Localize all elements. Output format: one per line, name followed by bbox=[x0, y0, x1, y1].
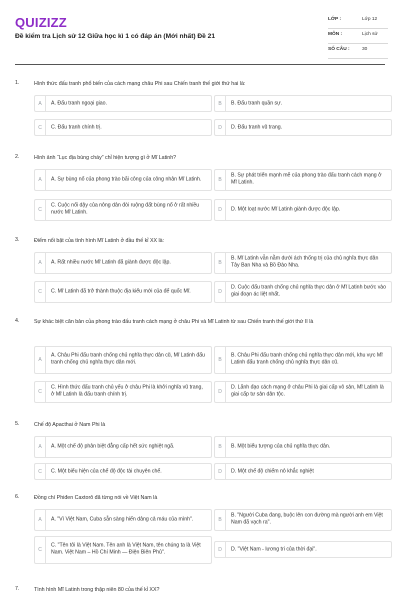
option-text: C. Cuộc nổi dậy của nông dân đòi ruộng đất bùng nổ ở rất nhiều nước Mĩ Latinh. bbox=[51, 202, 200, 216]
option-a[interactable] bbox=[34, 252, 212, 274]
option-text: A. Châu Phi đấu tranh chống chủ nghĩa thực dân cũ, Mĩ Latinh đấu tranh chống chủ nghĩa thực dân mới. bbox=[51, 352, 206, 366]
question-number: 5. bbox=[15, 421, 20, 427]
option-text: D. Một chế độ chiếm nô khắc nghiệt bbox=[231, 467, 314, 474]
option-letter: A bbox=[35, 510, 46, 530]
option-letter: B bbox=[215, 170, 226, 190]
meta-value: Lịch sử bbox=[362, 32, 378, 37]
option-letter: D bbox=[215, 282, 226, 302]
document-title: Đề kiểm tra Lịch sử 12 Giữa học kì 1 có đáp án (Mới nhất) Đề 21 bbox=[15, 33, 216, 40]
option-letter: B bbox=[215, 253, 226, 273]
option-letter: C bbox=[35, 537, 46, 563]
question-number: 7. bbox=[15, 586, 20, 592]
worksheet-meta bbox=[328, 14, 388, 59]
question-text: Hình ảnh “Lục địa bùng cháy” chỉ hiện tượng gì ở Mĩ Latinh? bbox=[34, 155, 177, 161]
option-text: D. Lãnh đạo cách mạng ở châu Phi là giai cấp vô sản, Mĩ Latinh là giai cấp tư sản dân tộc. bbox=[231, 384, 384, 398]
option-c[interactable] bbox=[34, 463, 212, 480]
option-letter: A bbox=[35, 170, 46, 190]
option-text: B. Một biểu tượng của chủ nghĩa thực dân. bbox=[231, 443, 331, 450]
question-text: Tình hình Mĩ Latinh trong thập niên 80 của thế kỉ XX? bbox=[34, 587, 160, 593]
question-text: Sự khác biệt căn bản của phong trào đấu tranh cách mạng ở châu Phi và Mĩ Latinh từ sau Chiến tranh thế giới thứ II là bbox=[34, 319, 314, 325]
worksheet-header bbox=[0, 0, 400, 66]
question-number: 4. bbox=[15, 318, 20, 324]
option-text: D. Đấu tranh vũ trang. bbox=[231, 123, 283, 130]
meta-row-subject bbox=[328, 29, 388, 44]
option-d[interactable] bbox=[214, 463, 392, 480]
option-text: C. Đấu tranh chính trị. bbox=[51, 123, 102, 130]
option-text: C. Hình thức đấu tranh chủ yếu ở châu Phi là khởi nghĩa vũ trang, ở Mĩ Latinh là đấu tranh chính trị. bbox=[51, 384, 203, 398]
option-letter: B bbox=[215, 510, 226, 530]
option-a[interactable] bbox=[34, 436, 212, 458]
option-a[interactable] bbox=[34, 509, 212, 531]
option-text: B. Mĩ Latinh vẫn nằm dưới ách thống trị của chủ nghĩa thực dân Tây Ban Nha và Bồ Đào Nha. bbox=[231, 255, 379, 269]
option-c[interactable] bbox=[34, 536, 212, 564]
option-letter: D bbox=[215, 120, 226, 135]
option-letter: C bbox=[35, 282, 46, 302]
option-b[interactable] bbox=[214, 169, 392, 191]
meta-value: 30 bbox=[362, 47, 368, 52]
meta-value: Lớp 12 bbox=[362, 17, 378, 22]
option-c[interactable] bbox=[34, 381, 212, 403]
option-b[interactable] bbox=[214, 346, 392, 374]
option-letter: A bbox=[35, 437, 46, 457]
option-b[interactable] bbox=[214, 509, 392, 531]
option-text: B. "Người Cuba đang, buộc lên con đường mà người anh em Việt Nam đã vạch ra". bbox=[231, 512, 383, 526]
option-letter: D bbox=[215, 382, 226, 402]
meta-row-class bbox=[328, 14, 388, 29]
option-d[interactable] bbox=[214, 541, 392, 558]
question-number: 6. bbox=[15, 494, 20, 500]
meta-label: SỐ CÂU : bbox=[328, 47, 350, 52]
option-letter: C bbox=[35, 464, 46, 479]
option-text: A. Rất nhiều nước Mĩ Latinh đã giành được độc lập. bbox=[51, 259, 171, 266]
option-letter: D bbox=[215, 542, 226, 557]
option-letter: C bbox=[35, 200, 46, 220]
option-letter: C bbox=[35, 120, 46, 135]
option-letter: D bbox=[215, 200, 226, 220]
question-text: Điểm nổi bật của tình hình Mĩ Latinh ở đầu thế kỉ XX là: bbox=[34, 238, 165, 244]
option-d[interactable] bbox=[214, 381, 392, 403]
question-number: 1. bbox=[15, 80, 20, 86]
option-c[interactable] bbox=[34, 199, 212, 221]
option-b[interactable] bbox=[214, 95, 392, 112]
option-text: C. Mĩ Latinh đã trở thành thuộc địa kiểu mới của đế quốc Mĩ. bbox=[51, 288, 191, 295]
option-letter: C bbox=[35, 382, 46, 402]
meta-label: MÔN : bbox=[328, 32, 343, 37]
meta-label: LỚP : bbox=[328, 17, 342, 22]
question-number: 2. bbox=[15, 154, 20, 160]
option-letter: B bbox=[215, 347, 226, 373]
option-letter: B bbox=[215, 96, 226, 111]
option-b[interactable] bbox=[214, 436, 392, 458]
option-d[interactable] bbox=[214, 119, 392, 136]
option-text: A. Đấu tranh ngoại giao. bbox=[51, 99, 107, 106]
option-c[interactable] bbox=[34, 119, 212, 136]
meta-row-question-count bbox=[328, 44, 388, 59]
option-text: D. Một loạt nước Mĩ Latinh giành được độc lập. bbox=[231, 206, 341, 213]
option-text: D. "Việt Nam - lương tri của thời đại". bbox=[231, 545, 317, 552]
option-text: C. Một biểu hiện của chế độ độc tài chuyên chế. bbox=[51, 467, 162, 474]
option-text: D. Cuộc đấu tranh chống chủ nghĩa thực dân ở Mĩ Latinh bước vào giai đoạn ác liệt nhất. bbox=[231, 284, 387, 298]
option-letter: D bbox=[215, 464, 226, 479]
option-d[interactable] bbox=[214, 281, 392, 303]
option-text: B. Châu Phi đấu tranh chống chủ nghĩa thực dân mới, khu vực Mĩ Latinh đấu tranh chống chủ nghĩa thực dân cũ. bbox=[231, 352, 383, 366]
option-letter: B bbox=[215, 437, 226, 457]
header-divider bbox=[15, 64, 385, 65]
question-text: Đồng chí Phiđen Caxtorô đã từng nói về Việt Nam là bbox=[34, 495, 158, 501]
option-text: A. Một chế độ phân biệt đẳng cấp hết sức nghiệt ngã. bbox=[51, 443, 175, 450]
question-text: Chế độ Apacthai ở Nam Phi là bbox=[34, 422, 106, 428]
option-a[interactable] bbox=[34, 95, 212, 112]
option-b[interactable] bbox=[214, 252, 392, 274]
question-number: 3. bbox=[15, 237, 20, 243]
option-text: A. "Vì Việt Nam, Cuba sẵn sàng hiến dâng cả máu của mình". bbox=[51, 516, 194, 523]
option-letter: A bbox=[35, 253, 46, 273]
option-a[interactable] bbox=[34, 169, 212, 191]
option-text: B. Đấu tranh quần sự. bbox=[231, 99, 283, 106]
option-letter: A bbox=[35, 96, 46, 111]
option-text: A. Sự bùng nổ của phong trào bãi công của công nhân Mĩ Latinh. bbox=[51, 176, 202, 183]
option-text: B. Sự phát triển mạnh mẽ của phong trào đấu tranh cách mạng ở Mĩ Latinh. bbox=[231, 172, 382, 186]
quizizz-logo[interactable]: QUIZIZZ bbox=[15, 15, 67, 30]
option-c[interactable] bbox=[34, 281, 212, 303]
option-text: C. "Tên tôi là Việt Nam. Tên anh là Việt Nam, tên chúng ta là Việt Nam. Việt Nam – Hồ Chí Minh — Điện Biên Phủ". bbox=[51, 542, 201, 556]
option-letter: A bbox=[35, 347, 46, 373]
option-a[interactable] bbox=[34, 346, 212, 374]
option-d[interactable] bbox=[214, 199, 392, 221]
question-text: Hình thức đấu tranh phổ biến của cách mạng châu Phi sau Chiến tranh thế giới thứ hai là: bbox=[34, 81, 246, 87]
